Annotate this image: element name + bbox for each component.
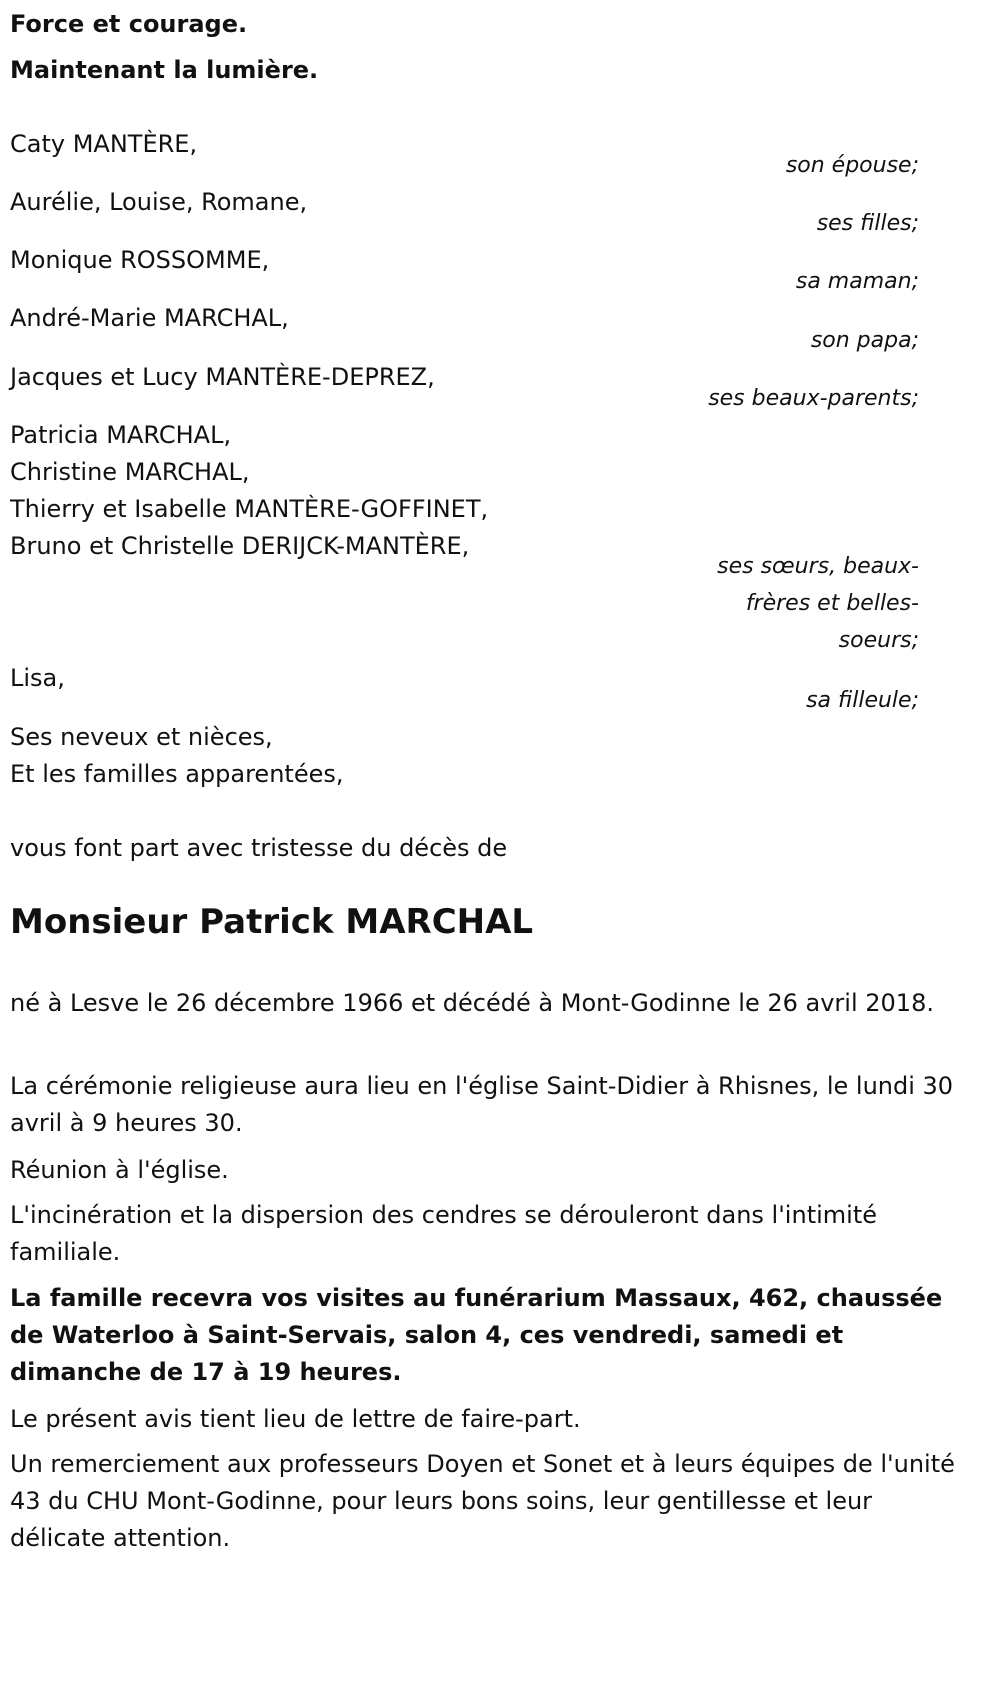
family-name: Bruno et Christelle DERIJCK-MANTÈRE, (10, 532, 470, 560)
family-name: Monique ROSSOMME, (10, 246, 270, 274)
birth-death: né à Lesve le 26 décembre 1966 et décédé à Mont-Godinne le 26 avril 2018. (10, 989, 934, 1017)
opening-line-2: Maintenant la lumière. (10, 56, 319, 84)
family-relation: sa maman; (795, 269, 919, 294)
meeting: Réunion à l'église. (10, 1156, 229, 1184)
notice: Le présent avis tient lieu de lettre de faire-part. (10, 1405, 581, 1433)
family-name: André-Marie MARCHAL, (10, 304, 289, 332)
family-name: Christine MARCHAL, (10, 458, 250, 486)
family-name: Aurélie, Louise, Romane, (10, 188, 308, 216)
thanks: Un remerciement aux professeurs Doyen et Sonet et à leurs équipes de l'unité 43 du CHU Mont-Godinne, pour leurs bons soins, leur gentillesse et leur délicate attention. (10, 1450, 955, 1552)
family-name: Caty MANTÈRE, (10, 130, 198, 158)
family-relation: sa filleule; (806, 688, 919, 713)
family-relation: ses filles; (816, 211, 919, 236)
announcement: vous font part avec tristesse du décès de (10, 834, 508, 862)
family-name: Lisa, (10, 664, 65, 692)
family-name: Patricia MARCHAL, (10, 421, 232, 449)
visits: La famille recevra vos visites au funérarium Massaux, 462, chaussée de Waterloo à Saint-Servais, salon 4, ces vendredi, samedi et dimanche de 17 à 19 heures. (10, 1284, 943, 1386)
family-relation: son papa; (810, 328, 919, 353)
deceased-name: Monsieur Patrick MARCHAL (10, 902, 534, 942)
cremation: L'incinération et la dispersion des cendres se dérouleront dans l'intimité familiale. (10, 1201, 877, 1266)
family-relation: son épouse; (785, 153, 919, 178)
family-name: Et les familles apparentées, (10, 760, 344, 788)
ceremony: La cérémonie religieuse aura lieu en l'église Saint-Didier à Rhisnes, le lundi 30 avril à 9 heures 30. (10, 1072, 954, 1137)
family-name: Thierry et Isabelle MANTÈRE-GOFFINET, (10, 495, 489, 523)
family-relation: ses beaux-parents; (708, 386, 919, 411)
family-relation: ses sœurs, beaux-frères et belles-soeurs; (717, 554, 919, 653)
family-name: Ses neveux et nièces, (10, 723, 273, 751)
family-name: Jacques et Lucy MANTÈRE-DEPREZ, (10, 363, 435, 391)
opening-line-1: Force et courage. (10, 10, 248, 38)
